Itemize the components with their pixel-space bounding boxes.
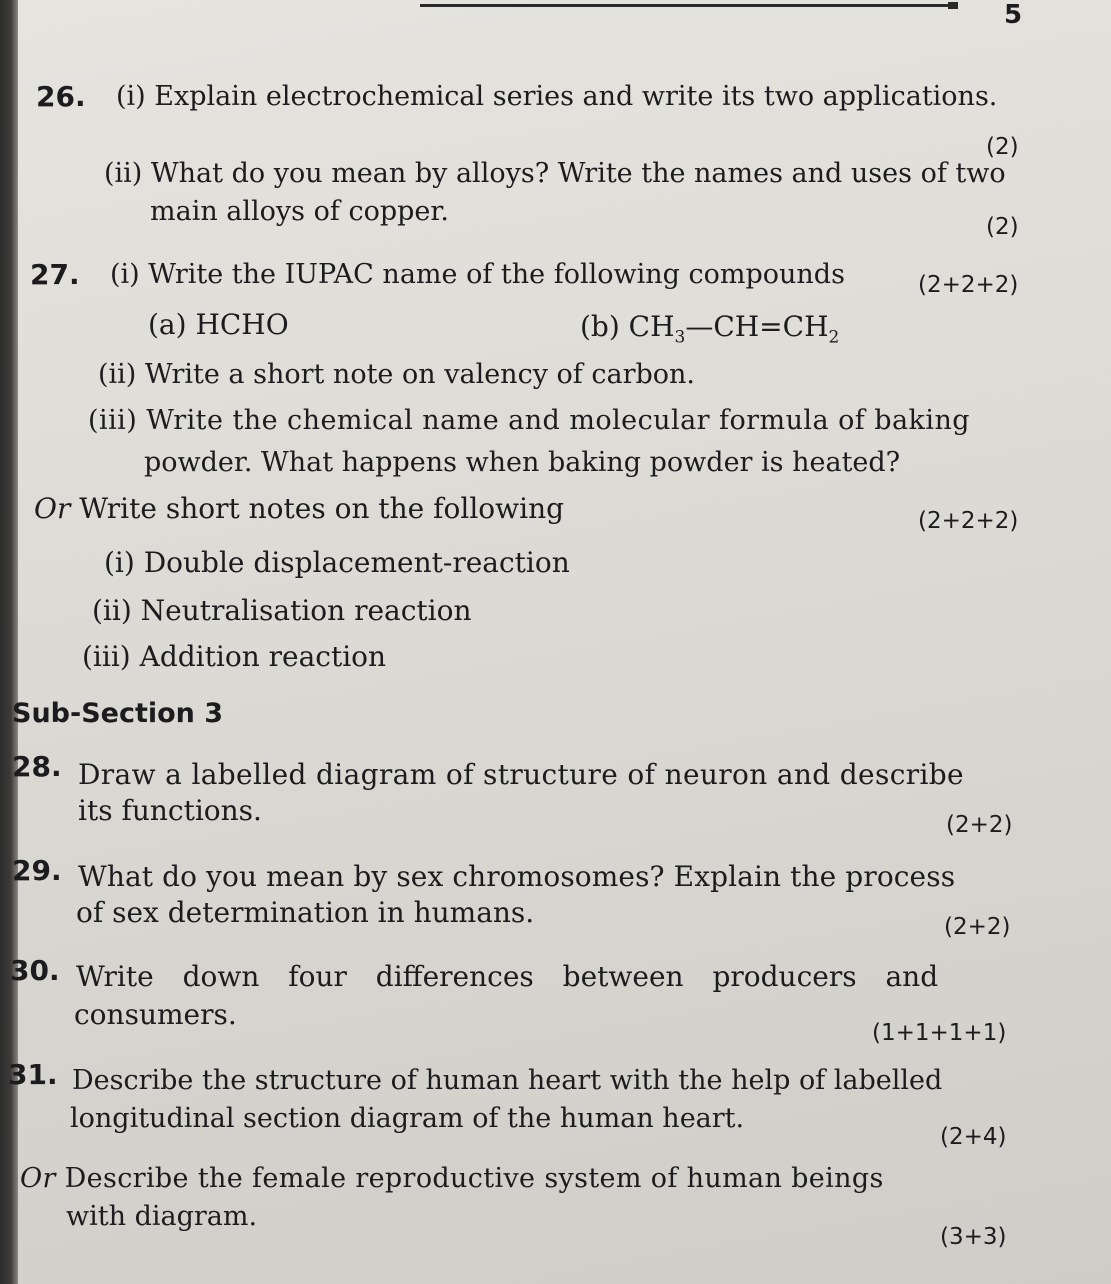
question-number-30: 30.	[10, 954, 60, 987]
q31-line1: Describe the structure of human heart with the help of labelled	[72, 1065, 943, 1096]
question-number-27: 27.	[30, 258, 80, 291]
subsection-heading: Sub-Section 3	[12, 698, 224, 729]
q31-or-line2: with diagram.	[66, 1201, 258, 1232]
q28-line2: its functions.	[78, 794, 262, 827]
q29-line2: of sex determination in humans.	[76, 896, 535, 929]
header-rule	[420, 4, 950, 7]
question-number-31: 31.	[8, 1058, 58, 1091]
question-number-26: 26.	[36, 80, 86, 113]
q29-line1: What do you mean by sex chromosomes? Explain the process	[78, 860, 956, 893]
q27-compound-a: (a) HCHO	[148, 308, 289, 341]
page-number: 5	[1004, 0, 1023, 30]
q27-part-ii: (ii) Write a short note on valency of carbon.	[98, 359, 695, 390]
q30-marks: (1+1+1+1)	[872, 1020, 1007, 1046]
q30-line1: Write down four differences between producers and	[76, 960, 939, 993]
q27-or-instruction: Or Write short notes on the following	[34, 492, 565, 525]
q28-marks: (2+2)	[946, 812, 1013, 838]
q28-line1: Draw a labelled diagram of structure of neuron and describe	[78, 758, 964, 791]
book-spine-shadow	[0, 0, 18, 1284]
q31-marks: (2+4)	[940, 1124, 1007, 1150]
q31-line2: longitudinal section diagram of the human heart.	[70, 1103, 745, 1134]
q30-line2: consumers.	[74, 998, 237, 1031]
q27-part-iii-line1: (iii) Write the chemical name and molecular formula of baking	[88, 405, 971, 436]
q31-or-line1: Or Describe the female reproductive system of human beings	[20, 1163, 884, 1194]
question-number-28: 28.	[12, 750, 62, 783]
q27-or-item-i: (i) Double displacement-reaction	[104, 546, 570, 579]
q29-marks: (2+2)	[944, 914, 1011, 940]
q27-or-item-ii: (ii) Neutralisation reaction	[92, 594, 472, 627]
q27-part-i-marks: (2+2+2)	[918, 272, 1019, 298]
q27-compound-b: (b) $CH_3—CH=CH_2$	[580, 310, 840, 348]
q27-part-i: (i) Write the IUPAC name of the following compounds	[110, 259, 845, 290]
q26-part-i: (i) Explain electrochemical series and write its two applications.	[116, 81, 998, 112]
q27-part-iii-line2: powder. What happens when baking powder is heated?	[144, 447, 901, 478]
q26-part-ii-marks: (2)	[986, 214, 1019, 240]
q27-or-item-iii: (iii) Addition reaction	[82, 640, 387, 673]
q26-part-ii-line2: main alloys of copper.	[150, 196, 449, 227]
q26-part-i-marks: (2)	[986, 134, 1019, 160]
q31-or-marks: (3+3)	[940, 1224, 1007, 1250]
q26-part-ii-line1: (ii) What do you mean by alloys? Write the names and uses of two	[104, 158, 1006, 189]
q27-or-marks: (2+2+2)	[918, 508, 1019, 534]
question-number-29: 29.	[12, 854, 62, 887]
